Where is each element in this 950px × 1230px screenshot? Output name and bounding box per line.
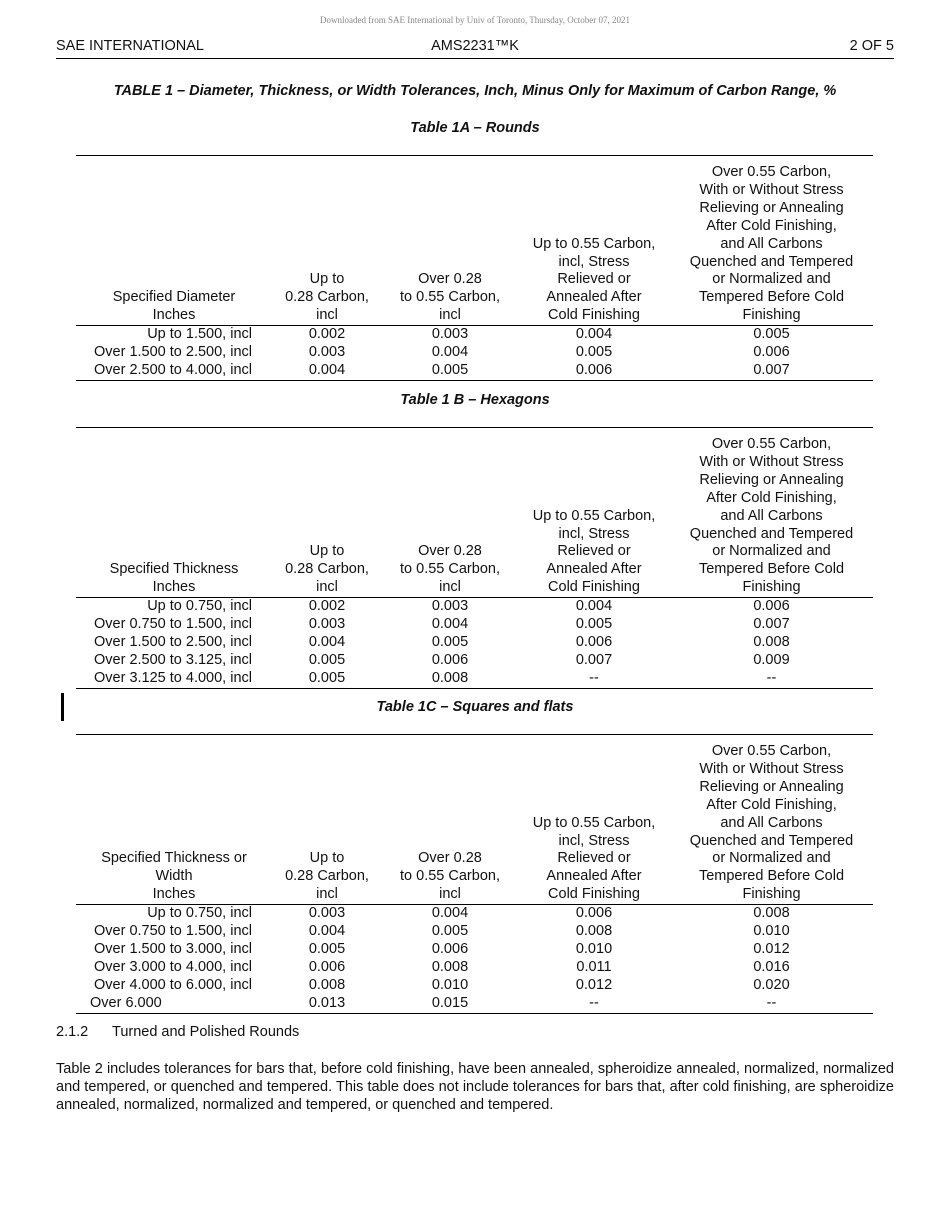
column-header: Up to 0.28 Carbon, incl: [285, 850, 369, 903]
column-header: Specified Thickness or Width Inches: [101, 850, 247, 903]
size-range-cell: Over 1.500 to 2.500, incl: [94, 344, 252, 361]
tolerance-cell: 0.003: [431, 326, 469, 343]
tolerance-cell: 0.004: [431, 344, 469, 361]
tolerance-cell: 0.006: [753, 344, 790, 361]
table-row: [76, 326, 873, 344]
tolerance-cell: 0.006: [431, 940, 469, 957]
tolerance-cell: 0.006: [753, 598, 790, 615]
table-1b-hexagons: [76, 427, 873, 689]
tolerance-cell: 0.004: [431, 616, 469, 633]
tolerance-cell: 0.008: [431, 958, 469, 975]
table-row: [76, 995, 873, 1013]
table-row: [76, 977, 873, 995]
section-title: Turned and Polished Rounds: [112, 1024, 300, 1040]
tolerance-cell: 0.012: [753, 940, 790, 957]
tolerance-cell: --: [589, 669, 599, 686]
table-row: [76, 598, 873, 616]
tolerance-cell: 0.004: [575, 598, 613, 615]
column-header: Over 0.28 to 0.55 Carbon, incl: [400, 850, 500, 903]
tolerance-cell: 0.006: [575, 905, 613, 922]
tolerance-cell: 0.008: [753, 633, 790, 650]
header-page-number: 2 OF 5: [849, 38, 894, 54]
tolerance-cell: 0.013: [308, 994, 346, 1011]
tolerance-cell: 0.002: [308, 598, 346, 615]
table-1c-title: Table 1C – Squares and flats: [376, 699, 574, 715]
tolerance-cell: 0.002: [308, 326, 346, 343]
tolerance-cell: 0.005: [431, 633, 469, 650]
tolerance-cell: 0.003: [431, 598, 469, 615]
tolerance-cell: 0.010: [575, 940, 613, 957]
tolerance-cell: 0.003: [308, 616, 346, 633]
table-row: [76, 362, 873, 380]
tolerance-cell: 0.003: [308, 905, 346, 922]
tolerance-cell: --: [766, 994, 777, 1011]
column-header: Specified Thickness Inches: [109, 561, 239, 596]
table-row: [76, 923, 873, 941]
tolerance-cell: 0.004: [575, 326, 613, 343]
size-range-cell: Over 3.125 to 4.000, incl: [94, 669, 252, 686]
tolerance-cell: 0.003: [308, 344, 346, 361]
size-range-cell: Over 1.500 to 3.000, incl: [94, 940, 252, 957]
column-header: Specified Diameter Inches: [112, 289, 236, 324]
table-1-title: TABLE 1 – Diameter, Thickness, or Width Tolerances, Inch, Minus Only for Maximum of Carbon Range, %: [113, 83, 837, 99]
tolerance-cell: --: [766, 669, 777, 686]
size-range-cell: Up to 1.500, incl: [147, 326, 252, 343]
tolerance-cell: 0.007: [575, 651, 613, 668]
tolerance-cell: 0.010: [431, 976, 469, 993]
table-1a-rounds: [76, 155, 873, 381]
column-header: Up to 0.55 Carbon, incl, Stress Relieved or Annealed After Cold Finishing: [532, 235, 656, 324]
column-header: Over 0.28 to 0.55 Carbon, incl: [400, 271, 500, 324]
tolerance-cell: 0.005: [431, 923, 469, 940]
tolerance-cell: 0.008: [431, 669, 469, 686]
table-row: [76, 616, 873, 634]
size-range-cell: Over 0.750 to 1.500, incl: [94, 616, 252, 633]
column-header: Over 0.55 Carbon, With or Without Stress Relieving or Annealing After Cold Finishing, and All Carbons Quenched and Tempered or Normalized and Tempered Before Cold Finishing: [689, 164, 854, 324]
section-heading: [56, 1024, 299, 1040]
tolerance-cell: 0.006: [575, 633, 613, 650]
tolerance-cell: 0.012: [575, 976, 613, 993]
tolerance-cell: 0.015: [431, 994, 469, 1011]
header-org: SAE INTERNATIONAL: [56, 38, 204, 54]
tolerance-cell: 0.005: [431, 361, 469, 378]
table-row: [76, 670, 873, 688]
tolerance-cell: 0.005: [575, 344, 613, 361]
column-header: Up to 0.28 Carbon, incl: [285, 271, 369, 324]
tolerance-cell: 0.007: [753, 361, 790, 378]
header-doc-number: AMS2231™K: [431, 38, 519, 54]
tolerance-cell: --: [589, 994, 599, 1011]
column-header: Over 0.55 Carbon, With or Without Stress Relieving or Annealing After Cold Finishing, and All Carbons Quenched and Tempered or Normalized and Tempered Before Cold Finishing: [689, 743, 854, 903]
table-row: [76, 941, 873, 959]
tolerance-cell: 0.008: [308, 976, 346, 993]
header-row: [76, 428, 873, 598]
tolerance-cell: 0.004: [308, 361, 346, 378]
tolerance-cell: 0.020: [753, 976, 790, 993]
tolerance-cell: 0.005: [308, 651, 346, 668]
tolerance-cell: 0.005: [308, 669, 346, 686]
size-range-cell: Up to 0.750, incl: [147, 905, 252, 922]
tolerance-cell: 0.008: [575, 923, 613, 940]
tolerance-cell: 0.004: [431, 905, 469, 922]
tolerance-cell: 0.008: [753, 905, 790, 922]
tolerance-cell: 0.005: [575, 616, 613, 633]
tolerance-cell: 0.006: [308, 958, 346, 975]
tolerance-cell: 0.004: [308, 633, 346, 650]
download-watermark: Downloaded from SAE International by Univ of Toronto, Thursday, October 07, 2021: [320, 15, 630, 25]
tolerance-cell: 0.009: [753, 651, 790, 668]
column-header: Over 0.28 to 0.55 Carbon, incl: [400, 543, 500, 596]
size-range-cell: Over 6.000: [90, 994, 162, 1011]
header-row: [76, 735, 873, 905]
table-row: [76, 905, 873, 923]
table-row: [76, 652, 873, 670]
size-range-cell: Over 2.500 to 4.000, incl: [94, 361, 252, 378]
size-range-cell: Over 4.000 to 6.000, incl: [94, 976, 252, 993]
size-range-cell: Over 3.000 to 4.000, incl: [94, 958, 252, 975]
size-range-cell: Over 0.750 to 1.500, incl: [94, 923, 252, 940]
tolerance-cell: 0.016: [753, 958, 790, 975]
size-range-cell: Over 1.500 to 2.500, incl: [94, 633, 252, 650]
table-1a-title: Table 1A – Rounds: [410, 120, 540, 136]
size-range-cell: Over 2.500 to 3.125, incl: [94, 651, 252, 668]
body-paragraph: Table 2 includes tolerances for bars that, before cold finishing, have been annealed, spheroidize annealed, normalized, normalized and tempered, or quenched and tempered. This table does not include tolerances for bars that, after cold finishing, are spheroidize annealed, normalized, normalized and tempered, or quenched and tempered.: [56, 1061, 894, 1113]
page-header: [56, 38, 894, 59]
tolerance-cell: 0.005: [308, 940, 346, 957]
table-row: [76, 959, 873, 977]
tolerance-cell: 0.010: [753, 923, 790, 940]
tolerance-cell: 0.007: [753, 616, 790, 633]
column-header: Up to 0.28 Carbon, incl: [285, 543, 369, 596]
tolerance-cell: 0.006: [575, 361, 613, 378]
column-header: Up to 0.55 Carbon, incl, Stress Relieved or Annealed After Cold Finishing: [532, 814, 656, 903]
size-range-cell: Up to 0.750, incl: [147, 598, 252, 615]
tolerance-cell: 0.006: [431, 651, 469, 668]
tolerance-cell: 0.011: [576, 958, 612, 975]
table-row: [76, 344, 873, 362]
section-number: 2.1.2: [56, 1024, 89, 1040]
column-header: Up to 0.55 Carbon, incl, Stress Relieved or Annealed After Cold Finishing: [532, 507, 656, 596]
table-1b-title: Table 1 B – Hexagons: [400, 392, 550, 408]
table-row: [76, 634, 873, 652]
column-header: Over 0.55 Carbon, With or Without Stress Relieving or Annealing After Cold Finishing, and All Carbons Quenched and Tempered or Normalized and Tempered Before Cold Finishing: [689, 436, 854, 596]
table-1c-squares-flats: [76, 734, 873, 1014]
tolerance-cell: 0.005: [753, 326, 790, 343]
tolerance-cell: 0.004: [308, 923, 346, 940]
header-row: [76, 156, 873, 326]
